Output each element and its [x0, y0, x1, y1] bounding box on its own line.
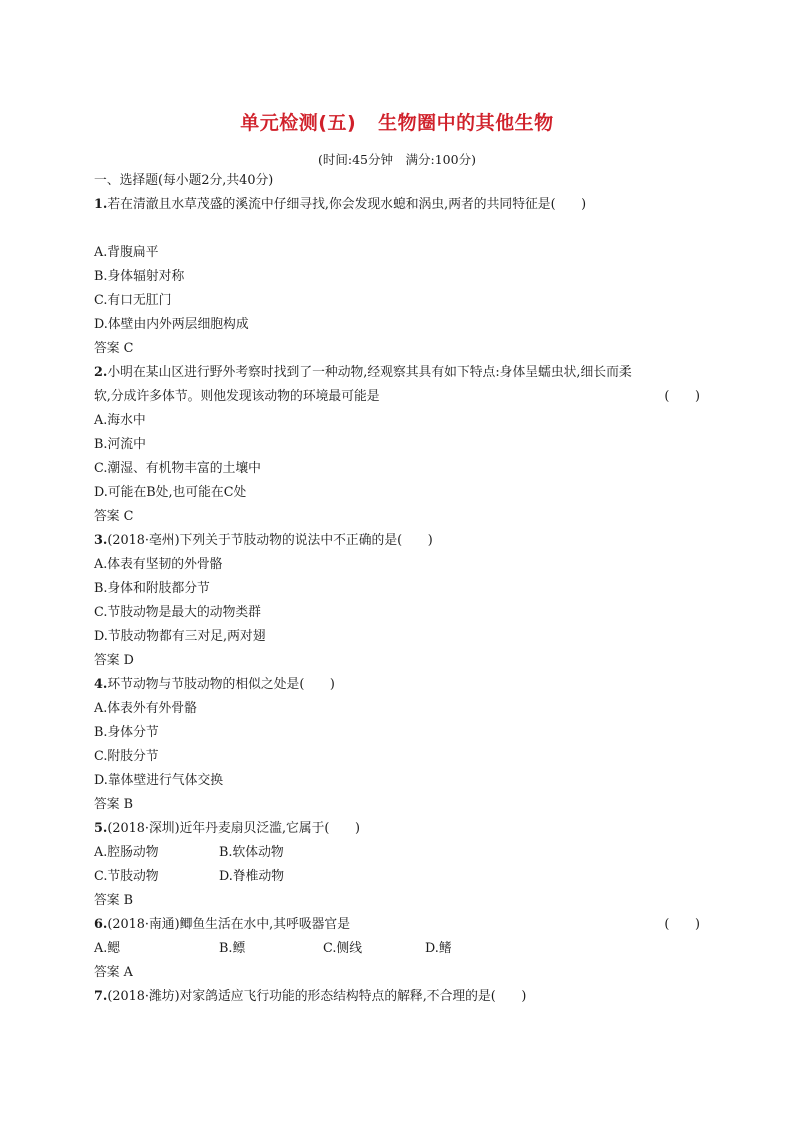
- option-a: A.鳃: [94, 941, 121, 956]
- option-a: A.体表有坚韧的外骨骼: [94, 557, 223, 572]
- title-main: 单元检测(五): [240, 112, 357, 134]
- question-stem: (2018·深圳)近年丹麦扇贝泛滥,它属于( ): [107, 821, 360, 836]
- question-number: 7.: [94, 989, 108, 1004]
- question-number: 4.: [94, 677, 108, 692]
- answer: 答案 A: [94, 965, 133, 980]
- question-stem: (2018·潍坊)对家鸽适应飞行功能的形态结构特点的解释,不合理的是( ): [107, 989, 527, 1004]
- section-heading: 一、选择题(每小题2分,共40分): [94, 173, 274, 188]
- option-b: B.软体动物: [219, 845, 284, 860]
- option-a: A.背腹扁平: [94, 245, 159, 260]
- question-stem-line2: 软,分成许多体节。则他发现该动物的环境最可能是: [94, 389, 380, 404]
- option-c: C.附肢分节: [94, 749, 159, 764]
- question-stem: (2018·南通)鲫鱼生活在水中,其呼吸器官是: [107, 917, 351, 932]
- answer: 答案 D: [94, 653, 134, 668]
- option-c: C.潮湿、有机物丰富的土壤中: [94, 461, 261, 476]
- question-stem: 环节动物与节肢动物的相似之处是( ): [107, 677, 335, 692]
- option-b: B.身体和附肢都分节: [94, 581, 210, 596]
- question-5: [94, 821, 360, 837]
- option-c: C.节肢动物: [94, 869, 159, 884]
- question-number: 2.: [94, 365, 108, 380]
- question-stem: (2018·亳州)下列关于节肢动物的说法中不正确的是( ): [107, 533, 433, 548]
- option-b: B.鳔: [219, 941, 246, 956]
- question-2: [94, 365, 632, 381]
- option-d: D.靠体壁进行气体交换: [94, 773, 224, 788]
- question-7: [94, 989, 526, 1005]
- question-number: 6.: [94, 917, 108, 932]
- page-title: [0, 108, 794, 135]
- question-6: [94, 917, 350, 933]
- question-number: 5.: [94, 821, 108, 836]
- option-d: D.可能在B处,也可能在C处: [94, 485, 247, 500]
- answer: 答案 B: [94, 893, 134, 908]
- option-d: D.体壁由内外两层细胞构成: [94, 317, 249, 332]
- option-b: B.身体分节: [94, 725, 159, 740]
- option-b: B.河流中: [94, 437, 146, 452]
- option-c: C.有口无肛门: [94, 293, 172, 308]
- question-1: [94, 197, 586, 213]
- question-stem-line1: 小明在某山区进行野外考察时找到了一种动物,经观察其具有如下特点:身体呈蠕虫状,细长而柔: [107, 365, 632, 380]
- exam-info: (时间:45分钟 满分:100分): [318, 152, 476, 167]
- answer-paren: ( ): [664, 389, 700, 404]
- question-number: 1.: [94, 197, 108, 212]
- question-stem: 若在清澈且水草茂盛的溪流中仔细寻找,你会发现水螅和涡虫,两者的共同特征是( ): [107, 197, 587, 212]
- option-d: D.节肢动物都有三对足,两对翅: [94, 629, 266, 644]
- option-a: A.体表外有外骨骼: [94, 701, 197, 716]
- option-d: D.脊椎动物: [219, 869, 285, 884]
- option-a: A.海水中: [94, 413, 146, 428]
- question-3: [94, 533, 433, 549]
- answer-paren: ( ): [664, 917, 700, 932]
- option-d: D.鳍: [425, 941, 452, 956]
- option-c: C.侧线: [323, 941, 362, 956]
- option-c: C.节肢动物是最大的动物类群: [94, 605, 261, 620]
- answer: 答案 C: [94, 341, 134, 356]
- option-a: A.腔肠动物: [94, 845, 159, 860]
- question-4: [94, 677, 335, 693]
- answer: 答案 B: [94, 797, 134, 812]
- question-number: 3.: [94, 533, 108, 548]
- title-sub: 生物圈中的其他生物: [378, 112, 554, 134]
- answer: 答案 C: [94, 509, 134, 524]
- option-b: B.身体辐射对称: [94, 269, 185, 284]
